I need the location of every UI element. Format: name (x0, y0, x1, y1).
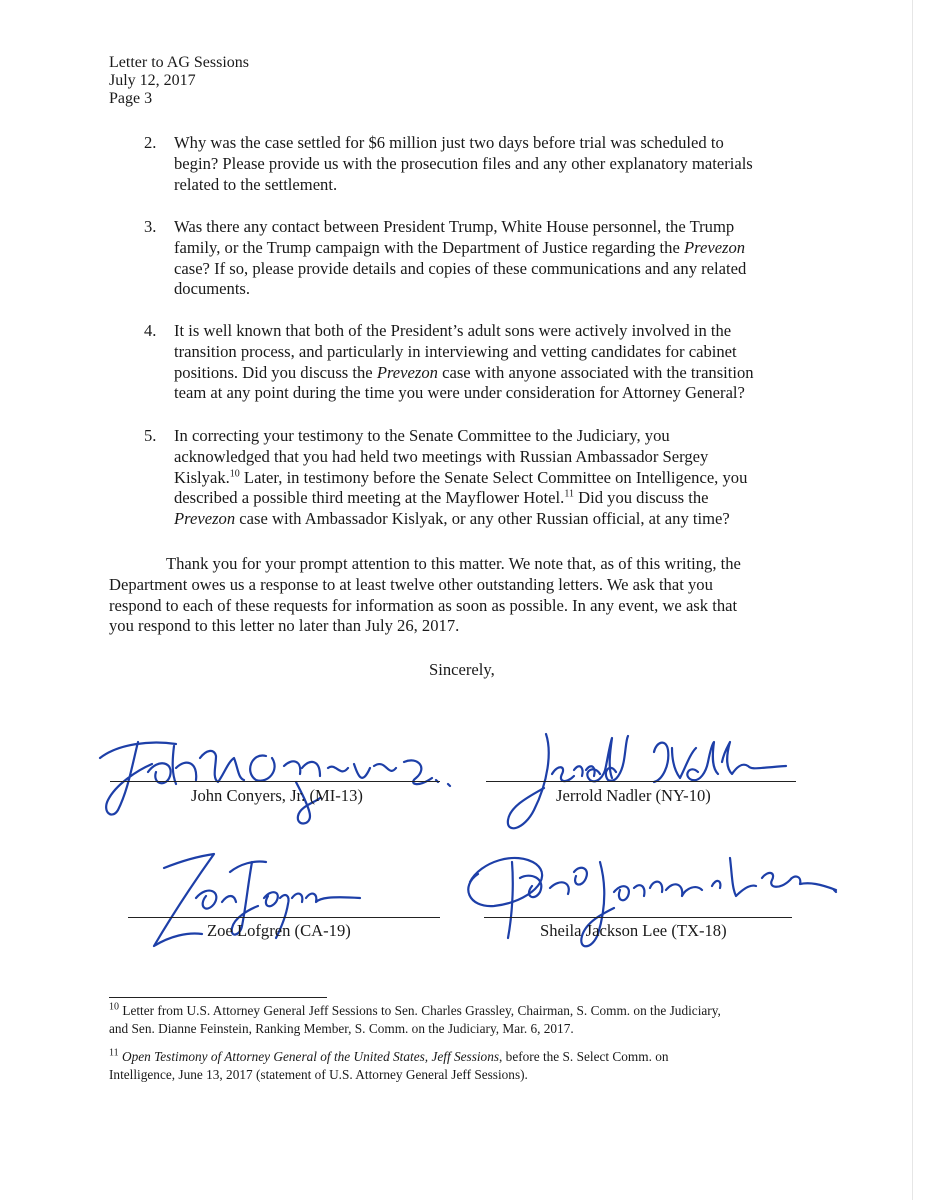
question-line: documents. (174, 279, 251, 299)
footnote-line: and Sen. Dianne Feinstein, Ranking Member, S. Comm. on the Judiciary, Mar. 6, 2017. (109, 1021, 574, 1036)
text-run: described a possible third meeting at the Mayflower Hotel. (174, 488, 565, 508)
letter-header (109, 54, 249, 108)
nadler-signature-line (486, 781, 796, 782)
text-run: case with anyone associated with the transition (437, 362, 754, 382)
question-line: It is well known that both of the President’s adult sons were actively involved in the (174, 321, 732, 340)
closing-line: you respond to this letter no later than July 26, 2017. (109, 616, 460, 636)
sincerely-closing: Sincerely, (429, 660, 495, 679)
footnote-ref-10: 10 (229, 468, 240, 480)
text-run: Kislyak. (174, 467, 230, 487)
lofgren-signature (130, 842, 430, 960)
lofgren-signature-line (128, 917, 440, 918)
question-line: In correcting your testimony to the Senate Committee to the Judiciary, you (174, 426, 670, 445)
question-line: case? If so, please provide details and copies of these communications and any related (174, 258, 747, 278)
text-run: family, or the Trump campaign with the Department of Justice regarding the (174, 237, 684, 257)
footnote-mark: 11 (109, 1047, 119, 1059)
footnote-text: Letter from U.S. Attorney General Jeff Sessions to Sen. Charles Grassley, Chairman, S. Comm. on the Judiciary, (119, 1003, 721, 1018)
footnote-ref-11: 11 (564, 488, 574, 500)
question-line (174, 238, 746, 259)
header-title: Letter to AG Sessions (109, 54, 249, 71)
question-number: 2. (144, 133, 157, 152)
footnote-title: Open Testimony of Attorney General of the United States, Jeff Sessions (118, 1049, 500, 1064)
lofgren-name: Zoe Lofgren (CA-19) (207, 921, 351, 940)
text-run: case with Ambassador Kislyak, or any other Russian official, at any time? (235, 509, 730, 529)
conyers-signature (88, 722, 458, 832)
question-line: Why was the case settled for $6 million just two days before trial was scheduled to (174, 133, 724, 152)
question-number: 4. (144, 321, 157, 340)
question-line (174, 468, 747, 489)
header-date: July 12, 2017 (109, 72, 196, 89)
question-line (174, 509, 747, 530)
case-name: Prevezon (174, 509, 236, 529)
question-number: 3. (144, 217, 157, 236)
text-run: Later, in testimony before the Senate Select Committee on Intelligence, you (239, 467, 748, 487)
footnote-10 (109, 1002, 829, 1038)
question-line: related to the settlement. (174, 174, 338, 194)
footnote-line (109, 1048, 829, 1066)
footnote-mark: 10 (109, 1001, 119, 1013)
jackson-lee-signature (450, 838, 860, 966)
case-name: Prevezon (376, 362, 438, 382)
question-line: begin? Please provide us with the prosecution files and any other explanatory materials (174, 153, 753, 173)
text-run: positions. Did you discuss the (174, 362, 377, 382)
page-edge (912, 0, 913, 1200)
header-page: Page 3 (109, 90, 153, 107)
closing-line: Department owes us a response to at least twelve other outstanding letters. We ask that you (109, 574, 713, 594)
question-line: Was there any contact between President Trump, White House personnel, the Trump (174, 217, 735, 236)
conyers-name: John Conyers, Jr. (MI-13) (191, 786, 363, 805)
closing-paragraph (109, 554, 741, 637)
question-number: 5. (144, 426, 157, 445)
question-line (174, 488, 747, 509)
closing-line: respond to each of these requests for information as soon as possible. In any event, we ask that (109, 595, 738, 615)
footnote-11 (109, 1048, 829, 1084)
nadler-signature (486, 722, 806, 842)
conyers-signature-line (110, 781, 440, 782)
nadler-name: Jerrold Nadler (NY-10) (556, 786, 711, 805)
footnote-line: Intelligence, June 13, 2017 (statement of U.S. Attorney General Jeff Sessions). (109, 1067, 528, 1082)
jackson-lee-signature-line (484, 917, 792, 918)
footnote-rule (109, 997, 327, 998)
jackson-lee-name: Sheila Jackson Lee (TX-18) (540, 921, 727, 940)
footnote-text: , before the S. Select Comm. on (499, 1049, 669, 1064)
question-line: transition process, and particularly in interviewing and vetting candidates for cabinet (174, 341, 737, 361)
footnote-line (109, 1002, 829, 1020)
closing-line: Thank you for your prompt attention to this matter. We note that, as of this writing, the (166, 554, 741, 573)
text-run: Did you discuss the (573, 488, 709, 508)
case-name: Prevezon (683, 237, 746, 257)
question-line (174, 363, 754, 384)
question-line: acknowledged that you had held two meetings with Russian Ambassador Sergey (174, 446, 709, 466)
question-line: team at any point during the time you were under consideration for Attorney General? (174, 383, 745, 403)
